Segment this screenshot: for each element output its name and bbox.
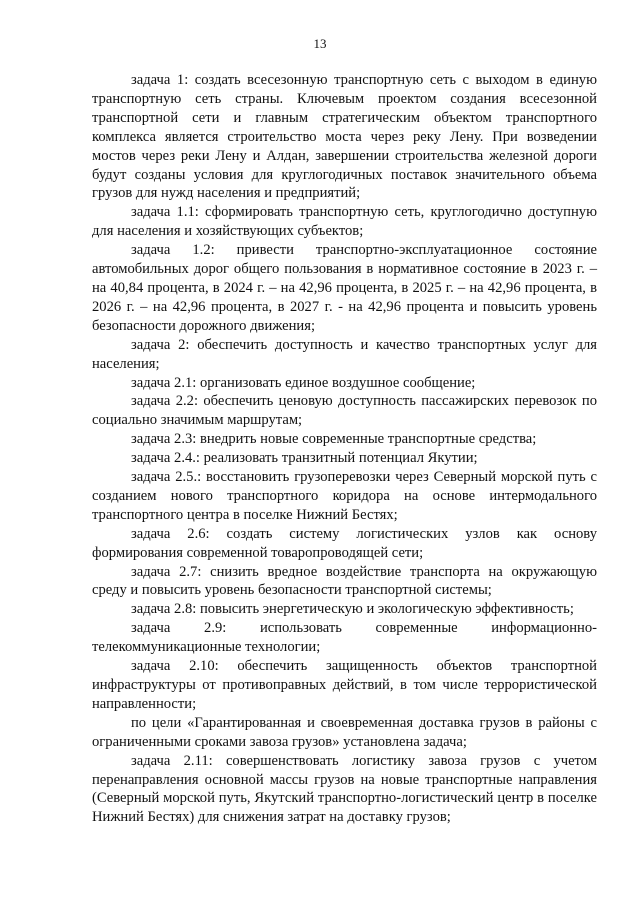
- paragraph-task-2-9: задача 2.9: использовать современные информационно-телекоммуникационные технологии;: [92, 620, 597, 656]
- paragraph-task-1: задача 1: создать всесезонную транспортную сеть с выходом в единую транспортную сеть страны. Ключевым проектом создания всесезонной транспортной сети и главным стратегическим объектом транспортного комплекса является строительство моста через реку Лену. При возведении мостов через реки Лену и Алдан, завершении строительства железной дороги будут созданы условия для круглогодичных поставок значительного объема грузов для нужд населения и предприятий;: [92, 72, 597, 202]
- paragraph-task-1-1: задача 1.1: сформировать транспортную сеть, круглогодично доступную для населения и хозяйствующих субъектов;: [92, 204, 597, 240]
- paragraph-task-2-10: задача 2.10: обеспечить защищенность объектов транспортной инфраструктуры от противоправных действий, в том числе террористической направленности;: [92, 658, 597, 712]
- document-body: [92, 71, 597, 827]
- paragraph-task-2-4: задача 2.4.: реализовать транзитный потенциал Якутии;: [131, 450, 478, 467]
- paragraph-task-2-3: задача 2.3: внедрить новые современные транспортные средства;: [131, 431, 537, 448]
- paragraph-task-2-11: задача 2.11: совершенствовать логистику завоза грузов с учетом перенаправления основной массы грузов на новые транспортные направления (Северный морской путь, Якутский транспортно-логистический центр в поселке Нижний Бестях) для снижения затрат на доставку грузов;: [92, 752, 597, 826]
- paragraph-task-2-5: задача 2.5.: восстановить грузоперевозки через Северный морской путь с созданием нового транспортного коридора на основе интермодального транспортного центра в поселке Нижний Бестях;: [92, 469, 597, 523]
- paragraph-task-2-2: задача 2.2: обеспечить ценовую доступность пассажирских перевозок по социально значимым маршрутам;: [92, 393, 597, 429]
- paragraph-task-2: задача 2: обеспечить доступность и качество транспортных услуг для населения;: [92, 336, 597, 372]
- page-number: 13: [313, 36, 327, 51]
- paragraph-task-2-7: задача 2.7: снизить вредное воздействие транспорта на окружающую среду и повысить уровень безопасности транспортной системы;: [92, 563, 597, 599]
- paragraph-task-1-2: задача 1.2: привести транспортно-эксплуатационное состояние автомобильных дорог общего пользования в нормативное состояние в 2023 г. – на 40,84 процента, в 2024 г. – на 42,96 процента, в 2025 г. – на 42,96 процента, в 2026 г. – на 42,96 процента, в 2027 г. - на 42,96 процента и повысить уровень безопасности дорожного движения;: [92, 242, 597, 334]
- paragraph-task-2-6: задача 2.6: создать систему логистических узлов как основу формирования современной товаропроводящей сети;: [92, 525, 597, 561]
- paragraph-goal-delivery: по цели «Гарантированная и своевременная доставка грузов в районы с ограниченными сроками завоза грузов» установлена задача;: [92, 714, 597, 750]
- paragraph-task-2-1: задача 2.1: организовать единое воздушное сообщение;: [131, 374, 476, 391]
- paragraph-task-2-8: задача 2.8: повысить энергетическую и экологическую эффективность;: [131, 601, 574, 618]
